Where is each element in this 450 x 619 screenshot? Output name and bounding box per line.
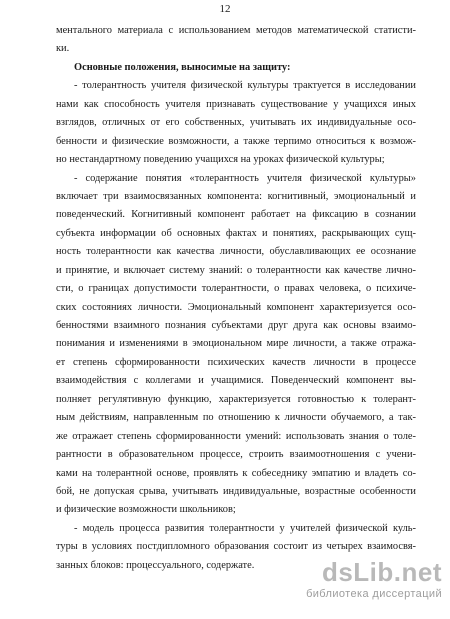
text-line: но нестандартному поведению учащихся на уроках физической культуры; [56, 154, 385, 166]
text-line: ментального материала с использованием методов математической статисти- [56, 25, 416, 36]
text-line: и физические возможности школьников; [56, 504, 236, 516]
text-line: понимания и изменениями в эмоциональном мире личности, а также отража- [56, 338, 416, 350]
text-line: поведенческий. Когнитивный компонент работает на фиксацию в сознании [56, 209, 416, 221]
page-number: 12 [219, 3, 231, 15]
text-line: ность толерантности как качества личности, обуславливающих ее осознание [56, 246, 416, 258]
text-line: полняет регулятивную функцию, характеризуется готовностью к толерант- [56, 393, 416, 405]
text-line: бой, не допуская срыва, учитывать индивидуальные, возрастные особенности [56, 485, 416, 497]
text-line: туры в условиях постдипломного образования состоит из четырех взаимосвя- [56, 541, 416, 553]
text-line: бенностями взаимного познания субъектами друг друга как основы взаимо- [56, 320, 416, 331]
text-line: нами как способность учителя признавать существование у учащихся иных [56, 98, 416, 110]
text-line: - модель процесса развития толерантности у учителей физической куль- [74, 522, 416, 534]
text-line: ет степень сформированности психических качеств личности в процессе [56, 356, 416, 368]
body-text [56, 22, 416, 575]
text-line: взглядов, отличных от его собственных, учитывать их индивидуальные осо- [56, 117, 416, 129]
text-line: ным действиям, направленным по отношению к личности обучаемого, а так- [56, 412, 416, 424]
text-line: же отражает степень сформированности умений: использовать знания о толе- [56, 430, 416, 442]
watermark-logo: dsLib.net [321, 557, 442, 587]
text-line: занных блоков: процессуального, содержате. [56, 559, 255, 571]
section-heading: Основные положения, выносимые на защиту: [74, 61, 291, 73]
watermark [282, 557, 442, 613]
text-line: ки. [56, 43, 70, 55]
text-line: бенности и физические возможности, а также терпимо относиться к возмож- [56, 135, 416, 147]
text-line: - толерантность учителя физической культуры трактуется в исследовании [74, 80, 416, 92]
text-line: ских состояниях личности. Эмоциональный компонент характеризуется осо- [56, 301, 416, 313]
text-line: рантности в образовательном процессе, строить взаимоотношения с учени- [56, 449, 416, 461]
text-line: - содержание понятия «толерантность учителя физической культуры» [74, 172, 416, 184]
text-line: сти, о границах допустимости толерантности, о правах человека, о психиче- [56, 283, 416, 295]
text-line: ками на толерантной основе, проявлять к собеседнику эмпатию и владеть со- [56, 467, 416, 479]
text-line: включает три взаимосвязанных компонента: когнитивный, эмоциональный и [56, 190, 416, 202]
text-line: взаимодействия с коллегами и учащимися. Поведенческий компонент вы- [56, 375, 416, 387]
text-line: субъекта информации об основных фактах и понятиях, раскрывающих сущ- [56, 227, 416, 239]
text-line: и принятие, и включает систему знаний: о толерантности как качестве лично- [56, 264, 416, 276]
watermark-tagline: библиотека диссертаций [306, 588, 442, 600]
